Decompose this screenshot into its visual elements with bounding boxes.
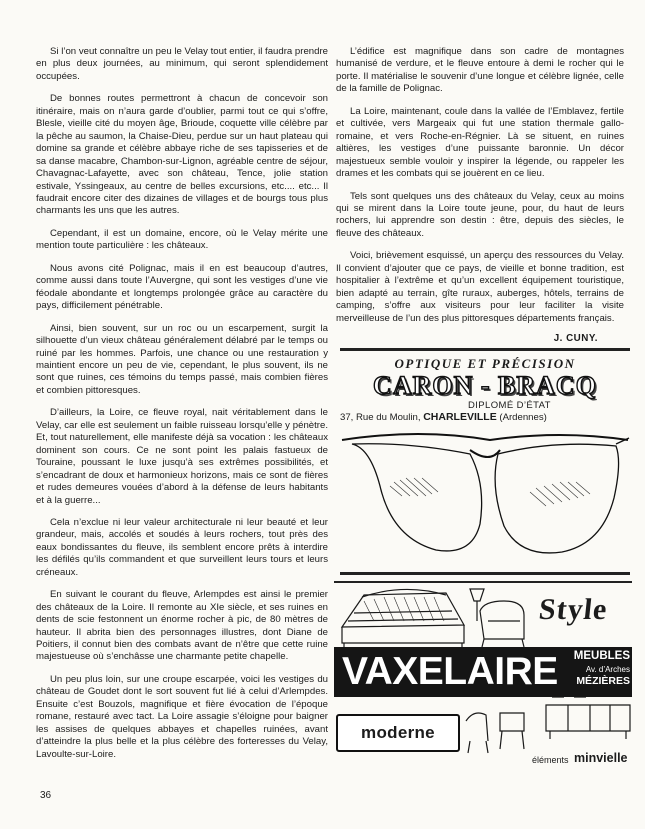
article-paragraph: Un peu plus loin, sur une croupe escarpée, voici les vestiges du château de Goudet dont le sort souvent fut lié à celui d’Arlempdes. Ensuite c’est Bouzols, magnifique et fière évocation de l’époque romane, restauré avec tact. La Loire assagie s’éloigne pour baigner les assises de quelques abbayes et chapelles ruinées, avant d’atteindre la plus belle et la plus célèbre des forteresses du Velay, Lavoulte-sur-Loire. bbox=[36, 673, 328, 760]
furniture-advertisement bbox=[334, 581, 632, 777]
ad-address-street: 37, Rue du Moulin, bbox=[340, 412, 421, 423]
ad-address-region: (Ardennes) bbox=[499, 412, 547, 423]
article-paragraph: Tels sont quelques uns des châteaux du Velay, ceux au moins qui se mirent dans la Loire toute jeune, pour, du haut de leurs rochers, lui apprendre son destin : être, depuis des siècles, le fleuve des châteaux. bbox=[336, 190, 624, 239]
article-paragraph: Ainsi, bien souvent, sur un roc ou un escarpement, surgit la silhouette d’un vieux château généralement délabré par le temps ou ruiné par les hommes. Parfois, une chance ou une restauration y maintient encore un peu de vie, cependant, le plus souvent, ils ne sont que ruines, ces témoins du temps passé, mais combien fières et combien pittoresques. bbox=[36, 322, 328, 396]
article-paragraph: De bonnes routes permettront à chacun de concevoir son itinéraire, mais on n’aura garde d’oublier, parmi tout ce qui s’offre, Blesle, vieille cité du moyen âge, Brioude, coquette ville célèbre par la pêche au saumon, la Chaise-Dieu, perdue sur un haut plateau qui domine sa grande et célèbre abbaye riche de ses tapisseries et de sa danse macabre, Chambon-sur-Lignon, agréable centre de séjour, Chavagnac-Lafayette, avec son château, Tence, jolie station estivale, Yssingeaux, au centre de belles excursions, etc.... etc... Il faudrait encore citer des dizaines de villages et de bourgs tous plus charmants les uns que les autres. bbox=[36, 93, 328, 217]
article-paragraph: D’ailleurs, la Loire, ce fleuve royal, nait véritablement dans le Velay, car elle est seulement un faible ruisseau lorsqu’elle y pénètre. Et, tout naturellement, elle manifeste déjà sa vocation : les châteaux dominent son cours. Ce ne sont point les palais fastueux de Touraine, poussant le luxe jusqu’à ses extrêmes possibilités, et s’encadrant de doux et harmonieux horizons, mais ce sont de fières et rudes demeures vouées d’abord à la défense de leurs habitants et à la guerre... bbox=[36, 407, 328, 506]
article-paragraph: L’édifice est magnifique dans son cadre de montagnes humanisé de verdure, et le fleuve entoure à demi le rocher qui le porte. Il matérialise le souvenir d’une longue et célèbre lignée, celle de la famille de Polignac. bbox=[336, 46, 624, 95]
article-paragraph: Voici, brièvement esquissé, un aperçu des ressources du Velay. Il convient d’ajouter que ce pays, de vieille et bonne tradition, est hospitalier à l’extrême et qu’un excellent équipement touristique, bien adapté au terrain, gîte ruraux, auberges, hôtels, terrains de camping, s’offre aux visiteurs pour leur faciliter la visite merveilleuse de l’un des plus pittoresques départements français. bbox=[336, 250, 624, 324]
ad-category: MEUBLES bbox=[573, 650, 630, 662]
ad-city: MÉZIÈRES bbox=[576, 675, 630, 687]
eyeglasses-illustration bbox=[340, 426, 630, 572]
ad-brand: VAXELAIRE bbox=[342, 650, 558, 693]
article-paragraph: Cela n’exclue ni leur valeur architecturale ni leur beauté et leur grandeur, mais, accolés et soudés à leurs rochers, tout près des eaux bondissantes du fleuve, ils semblent encore prêts à interdire les défilés qu’ils commandent et que surveillent leurs tours et leurs créneaux. bbox=[36, 516, 328, 578]
ad-address bbox=[340, 411, 547, 423]
ad-elements-label: éléments bbox=[532, 755, 569, 765]
article-left-column bbox=[36, 46, 328, 771]
article-paragraph: La Loire, maintenant, coule dans la vallée de l’Emblavez, fertile et cultivée, vers Margeaix qui fut une station thermale gallo-romaine, et vers Roche-en-Régnier. Là se situent, en ruines altières, les vestiges d’une puissante baronnie. Un décor majestueux semble vouloir y inspirer la légende, ou rappeler les drames et les combats qui se jouèrent en ce lieu. bbox=[336, 105, 624, 180]
article-paragraph: Nous avons cité Polignac, mais il en est beaucoup d’autres, comme aussi dans toute l’Auvergne, qui sont les vestiges d’une vie féodale abondante et longtemps prolongée grâce au caractère du pays, difficilement pénétrable. bbox=[36, 262, 328, 312]
ad-address-city: CHARLEVILLE bbox=[423, 411, 497, 423]
optician-advertisement bbox=[340, 348, 630, 574]
ad-style-word: Style bbox=[537, 593, 610, 626]
article-right-column bbox=[336, 46, 624, 346]
ad-elements-brand: minvielle bbox=[574, 751, 628, 765]
ad-moderne-label: moderne bbox=[336, 714, 460, 752]
article-paragraph: En suivant le courant du fleuve, Arlempdes est ainsi le premier des châteaux de la Loire. Il remonte au XIe siècle, et ses ruines en dents de scie festonnent un énorme rocher à pic, de 80 mètres de hauteur. Il abrita bien des personnages illustres, dont Diane de Poitiers, il connut bien des combats avant de n’être que cette ruine majestueuse où s’enchâsse une charmante petite chapelle. bbox=[36, 589, 328, 663]
ad-brand: CARON - BRACQ bbox=[373, 371, 597, 400]
ad-address: Av. d’Arches bbox=[585, 665, 630, 674]
author-signature: J. CUNY. bbox=[553, 333, 598, 345]
ad-headline: OPTIQUE ET PRÉCISION bbox=[394, 356, 576, 371]
ad-top-rule bbox=[340, 348, 630, 351]
article-paragraph: Cependant, il est un domaine, encore, où le Velay mérite une mention toute particulière : les châteaux. bbox=[36, 227, 328, 252]
ad-diploma: DIPLOMÉ D’ÉTAT bbox=[468, 400, 551, 411]
ad-bottom-rule bbox=[340, 572, 630, 575]
page-number: 36 bbox=[40, 790, 52, 801]
article-paragraph: Si l’on veut connaître un peu le Velay tout entier, il faudra prendre en plus deux journées, au minimum, qui seront splendidement occupées. bbox=[36, 46, 328, 82]
